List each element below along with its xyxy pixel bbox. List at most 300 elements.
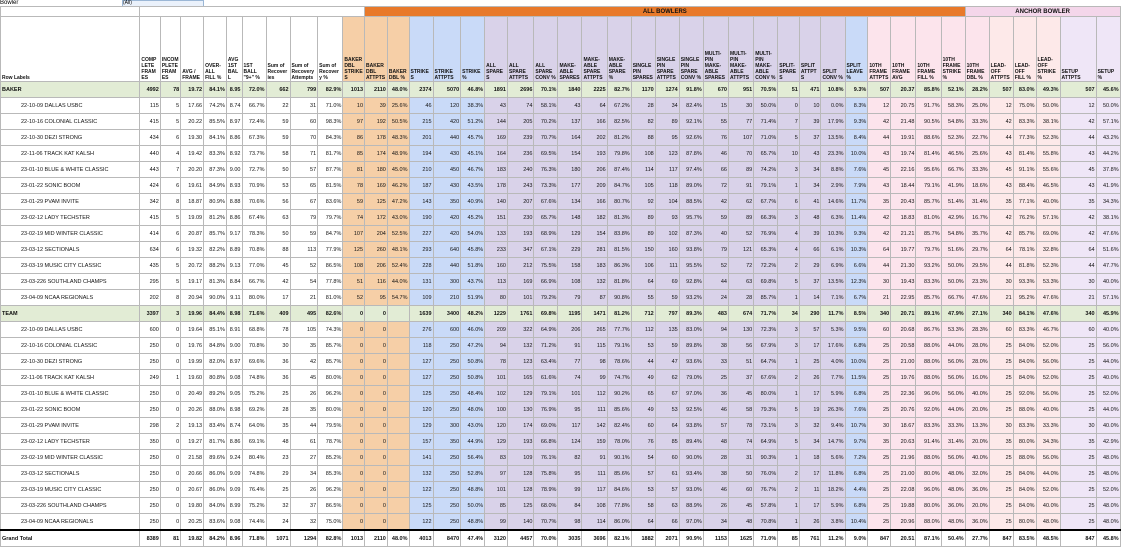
table-cell: 674 <box>728 306 753 322</box>
table-cell: 77.8% <box>318 274 343 290</box>
table-cell: 159 <box>582 434 607 450</box>
table-cell: 36.0% <box>965 482 989 498</box>
table-cell: 41.9% <box>941 178 965 194</box>
table-cell: 71.0% <box>754 530 778 547</box>
table-cell: 76.9% <box>534 402 558 418</box>
table-cell: 7.2% <box>845 450 868 466</box>
table-cell: 212 <box>507 258 533 274</box>
table-cell: 28.3% <box>965 322 989 338</box>
row-label[interactable]: 23-04-09 NCAA REGIONALS <box>1 514 140 531</box>
table-cell: 21 <box>1060 290 1096 306</box>
table-cell: 28 <box>703 450 728 466</box>
table-cell: 57 <box>703 418 728 434</box>
pivot-table <box>0 6 1121 547</box>
table-cell: 177 <box>558 178 582 194</box>
table-cell: 56.0% <box>1096 338 1120 354</box>
table-cell: 85.7% <box>318 338 343 354</box>
table-cell: 63 <box>655 498 679 514</box>
table-cell: 43 <box>989 146 1013 162</box>
table-row <box>1 514 1121 531</box>
table-cell: 52.5% <box>387 226 409 242</box>
table-cell <box>387 434 409 450</box>
column-header: 10TH FRAME ATTPTS <box>868 17 891 82</box>
table-cell: 21.48 <box>891 114 916 130</box>
table-cell: 0 <box>343 514 365 531</box>
column-header: SINGLE PIN SPARE ATTPTS <box>655 17 679 82</box>
table-cell: 7 <box>778 114 800 130</box>
row-label[interactable]: 23-03-19 MUSIC CITY CLASSIC <box>1 258 140 274</box>
table-cell: 88 <box>266 242 290 258</box>
table-cell: 1229 <box>485 306 508 322</box>
table-cell: 14.6% <box>821 194 845 210</box>
table-cell: 102 <box>655 226 679 242</box>
table-row <box>1 114 1121 130</box>
table-cell: 135 <box>655 322 679 338</box>
table-cell: 8 <box>160 290 180 306</box>
column-header: SPLIT LEAVE % <box>845 17 868 82</box>
table-cell: 99 <box>485 514 508 531</box>
row-label[interactable]: 23-02-19 MID WINTER CLASSIC <box>1 450 140 466</box>
table-cell: 82.1% <box>607 530 631 547</box>
table-cell: 25 <box>266 386 290 402</box>
column-header: Sum of Recovery % <box>318 17 343 82</box>
table-cell: 48.0% <box>387 82 409 98</box>
table-cell: 64 <box>989 242 1013 258</box>
column-header: COMPLETE FRAMES <box>140 17 160 82</box>
table-cell: 74.8% <box>242 466 266 482</box>
table-cell: 19.60 <box>181 370 204 386</box>
table-cell: 48.0% <box>461 402 485 418</box>
table-cell: 4 <box>778 242 800 258</box>
column-header: SPLIT-SPARES <box>778 17 800 82</box>
table-cell: 56.0% <box>1036 450 1060 466</box>
row-label[interactable]: 23-03-226 SOUTHLAND CHAMPS <box>1 498 140 514</box>
table-cell: 89.6% <box>204 450 227 466</box>
table-cell: 77.1% <box>1013 194 1036 210</box>
table-cell: 30 <box>868 418 891 434</box>
table-cell: 77 <box>728 114 753 130</box>
table-cell: 102 <box>485 386 508 402</box>
table-cell: 4 <box>160 146 180 162</box>
table-cell: 20.25 <box>181 514 204 531</box>
table-cell: 9.3% <box>845 114 868 130</box>
table-cell: 8.88 <box>226 194 242 210</box>
table-cell: 180 <box>558 162 582 178</box>
group-row <box>1 82 1121 98</box>
table-cell: 83.5% <box>1013 530 1036 547</box>
filter-value[interactable]: (All) <box>122 0 204 8</box>
table-cell: 0 <box>365 514 388 531</box>
table-row <box>1 242 1121 258</box>
table-cell: 0 <box>343 306 365 322</box>
table-cell: 250 <box>433 338 461 354</box>
table-cell: 78 <box>160 82 180 98</box>
table-cell: 8.74 <box>226 98 242 114</box>
table-cell: 2 <box>778 482 800 498</box>
table-cell: 95.7% <box>679 210 703 226</box>
table-cell: 250 <box>140 386 160 402</box>
table-cell: 79 <box>703 242 728 258</box>
table-cell: 39 <box>799 226 821 242</box>
table-cell: 43.0% <box>387 210 409 226</box>
row-label[interactable]: 22-10-16 COLONIAL CLASSIC <box>1 338 140 354</box>
table-cell: 250 <box>140 514 160 531</box>
table-cell: 11.7% <box>845 194 868 210</box>
table-cell: 63 <box>728 274 753 290</box>
table-cell: 90.1% <box>607 450 631 466</box>
table-row <box>1 450 1121 466</box>
table-cell: 79 <box>558 290 582 306</box>
row-label[interactable]: 23-03-12 SECTIONALS <box>1 242 140 258</box>
table-cell: 80.0% <box>916 466 941 482</box>
table-cell: 53.3% <box>1036 274 1060 290</box>
table-cell: 83.3% <box>1013 114 1036 130</box>
table-cell: 34 <box>799 162 821 178</box>
table-cell: 71.0% <box>754 130 778 146</box>
table-cell: 2 <box>778 258 800 274</box>
table-cell: 30 <box>1060 274 1096 290</box>
table-cell: 23.3% <box>821 146 845 162</box>
table-cell: 19.27 <box>181 434 204 450</box>
table-cell: 8389 <box>140 530 160 547</box>
table-cell: 83.3% <box>1013 418 1036 434</box>
table-cell: 27.1% <box>965 306 989 322</box>
table-cell: 85 <box>778 530 800 547</box>
table-cell: 30 <box>989 274 1013 290</box>
table-cell: 81.7% <box>204 434 227 450</box>
table-row <box>1 466 1121 482</box>
table-cell: 76.1% <box>534 450 558 466</box>
table-cell: 50.8% <box>461 370 485 386</box>
table-cell: 35 <box>266 418 290 434</box>
table-cell: 95.2% <box>1013 290 1036 306</box>
table-cell: 91.1% <box>1013 162 1036 178</box>
filter-label: Bowler <box>0 0 19 6</box>
table-cell: 74 <box>558 370 582 386</box>
table-cell: 89.2% <box>204 386 227 402</box>
table-cell: 83.3% <box>916 418 941 434</box>
row-label[interactable]: 23-03-12 SECTIONALS <box>1 466 140 482</box>
table-cell: 8.8% <box>821 162 845 178</box>
table-cell: 58.1% <box>534 98 558 114</box>
table-cell: 7.6% <box>845 162 868 178</box>
table-cell: 116 <box>365 274 388 290</box>
table-cell: 5 <box>160 114 180 130</box>
table-cell: 76.2% <box>1013 210 1036 226</box>
row-labels-header[interactable]: Row Labels <box>1 17 140 82</box>
row-label[interactable]: 22-10-30 DEZI STRONG <box>1 354 140 370</box>
table-cell: 43 <box>868 146 891 162</box>
table-cell: 15 <box>703 98 728 114</box>
row-label[interactable]: 23-02-19 MID WINTER CLASSIC <box>1 226 140 242</box>
table-cell: 93.8% <box>679 242 703 258</box>
table-cell: 70.0% <box>534 530 558 547</box>
table-cell: 20.58 <box>891 338 916 354</box>
table-cell: 32 <box>799 418 821 434</box>
table-cell: 90.5% <box>916 114 941 130</box>
table-cell: 90.0% <box>204 290 227 306</box>
table-cell: 95 <box>365 290 388 306</box>
table-row <box>1 194 1121 210</box>
table-cell: 9.4% <box>821 418 845 434</box>
table-cell: 48 <box>703 434 728 450</box>
table-cell: 144 <box>485 114 508 130</box>
table-cell: 67.9% <box>754 338 778 354</box>
row-label[interactable]: 23-02-12 LADY TECHSTER <box>1 210 140 226</box>
row-label[interactable]: 22-10-09 DALLAS USBC <box>1 98 140 114</box>
table-cell: 124 <box>558 434 582 450</box>
row-label[interactable]: 23-03-226 SOUTHLAND CHAMPS <box>1 274 140 290</box>
table-cell: 0 <box>343 354 365 370</box>
table-cell: 92.0% <box>916 402 941 418</box>
table-cell: 108 <box>582 498 607 514</box>
table-row <box>1 354 1121 370</box>
table-cell: 45 <box>728 498 753 514</box>
table-cell: 86.5% <box>318 498 343 514</box>
row-label[interactable]: TEAM <box>1 306 140 322</box>
table-cell: 91 <box>558 338 582 354</box>
table-cell: 19.32 <box>181 242 204 258</box>
table-cell: 50.0% <box>461 498 485 514</box>
table-cell: 25 <box>868 370 891 386</box>
table-cell: 209 <box>485 322 508 338</box>
table-cell: 29.7% <box>965 242 989 258</box>
table-cell: 132 <box>582 274 607 290</box>
table-cell: 71.6% <box>242 306 266 322</box>
table-cell: 94 <box>703 322 728 338</box>
table-cell: 71.4% <box>754 114 778 130</box>
table-cell: 82.8% <box>318 530 343 547</box>
table-cell: 8470 <box>433 530 461 547</box>
table-cell: 32.0% <box>965 466 989 482</box>
table-cell: 420 <box>433 114 461 130</box>
table-cell: 25 <box>989 466 1013 482</box>
table-cell: 46.5% <box>1036 178 1060 194</box>
table-cell: 111 <box>582 402 607 418</box>
table-cell: 35 <box>868 434 891 450</box>
group-row <box>1 306 1121 322</box>
column-header: BAKER DBL % <box>387 17 409 82</box>
table-cell: 22.08 <box>891 482 916 498</box>
table-cell: 92.1% <box>679 114 703 130</box>
table-cell: 29.5% <box>965 258 989 274</box>
row-label[interactable]: 22-10-09 DALLAS USBC <box>1 322 140 338</box>
table-cell: 82.9% <box>318 82 343 98</box>
table-cell: 86.0% <box>204 482 227 498</box>
table-cell: 150 <box>631 242 655 258</box>
table-cell: 8.98 <box>226 306 242 322</box>
table-cell: 249 <box>140 370 160 386</box>
table-cell: 250 <box>433 354 461 370</box>
table-cell: 25 <box>989 402 1013 418</box>
table-cell: 80.0% <box>1013 514 1036 531</box>
table-cell: 62 <box>728 194 753 210</box>
table-cell: 22.36 <box>891 386 916 402</box>
table-cell: 79.1% <box>916 178 941 194</box>
table-cell: 19.42 <box>181 146 204 162</box>
table-cell: 342 <box>140 194 160 210</box>
row-label[interactable]: 23-01-29 PVAM INVITE <box>1 418 140 434</box>
table-cell: 82 <box>631 114 655 130</box>
table-cell: 20.43 <box>891 194 916 210</box>
table-cell: 507 <box>1060 82 1096 98</box>
row-label[interactable]: 23-01-22 SONIC BOOM <box>1 402 140 418</box>
table-cell: 41.9% <box>1096 178 1120 194</box>
row-label[interactable]: 23-02-12 LADY TECHSTER <box>1 434 140 450</box>
table-cell: 52.0% <box>1036 482 1060 498</box>
table-cell: 47.6% <box>1036 306 1060 322</box>
table-cell: 206 <box>558 322 582 338</box>
table-cell: 85.7% <box>916 290 941 306</box>
table-cell: 40.0% <box>965 386 989 402</box>
table-cell: 97 <box>485 466 508 482</box>
table-cell: 25 <box>1060 466 1096 482</box>
table-cell: 9.00 <box>226 338 242 354</box>
table-cell: 47.9% <box>941 306 965 322</box>
table-cell: 9.24 <box>226 450 242 466</box>
table-cell: 52.0% <box>1036 370 1060 386</box>
table-cell: 0 <box>160 434 180 450</box>
table-cell: 59 <box>290 226 318 242</box>
row-label[interactable]: Grand Total <box>1 530 140 547</box>
table-cell: 58 <box>631 498 655 514</box>
table-cell: 43.7% <box>461 274 485 290</box>
table-cell: 1471 <box>582 306 607 322</box>
table-cell: 53 <box>631 482 655 498</box>
table-cell: 250 <box>433 370 461 386</box>
table-cell: 64.9% <box>534 322 558 338</box>
table-cell: 174 <box>507 418 533 434</box>
table-cell: 52.8% <box>461 466 485 482</box>
table-cell: 34 <box>290 466 318 482</box>
row-label[interactable]: BAKER <box>1 82 140 98</box>
table-cell: 3 <box>778 322 800 338</box>
table-cell: 3 <box>778 162 800 178</box>
table-cell: 101 <box>507 290 533 306</box>
table-cell: 350 <box>140 434 160 450</box>
row-label[interactable]: 23-01-10 BLUE & WHITE CLASSIC <box>1 162 140 178</box>
table-cell: 137 <box>558 114 582 130</box>
row-label[interactable]: 22-10-16 COLONIAL CLASSIC <box>1 114 140 130</box>
table-cell: 73.1% <box>754 418 778 434</box>
table-cell: 101 <box>485 370 508 386</box>
table-cell: 74.7% <box>607 370 631 386</box>
table-cell: 72 <box>728 258 753 274</box>
table-cell <box>387 514 409 531</box>
table-cell: 164 <box>558 130 582 146</box>
table-cell: 194 <box>409 146 433 162</box>
table-cell: 44.0% <box>941 338 965 354</box>
table-cell: 130 <box>507 402 533 418</box>
table-cell: 82.0% <box>204 354 227 370</box>
table-cell: 64 <box>631 274 655 290</box>
table-cell: 44 <box>868 258 891 274</box>
table-cell: 169 <box>507 274 533 290</box>
row-label[interactable]: 23-04-09 NCAA REGIONALS <box>1 290 140 306</box>
group-header <box>1 7 140 17</box>
table-cell: 83.3% <box>1013 322 1036 338</box>
table-cell: 23.3% <box>965 274 989 290</box>
table-cell: 64 <box>1060 242 1096 258</box>
table-cell: 83.8% <box>607 226 631 242</box>
table-cell: 122 <box>409 482 433 498</box>
table-cell: 71 <box>290 146 318 162</box>
table-cell: 154 <box>582 226 607 242</box>
table-cell: 47.2% <box>461 338 485 354</box>
table-cell: 40.0% <box>1096 322 1120 338</box>
table-cell: 78.7% <box>318 434 343 450</box>
table-cell: 6 <box>160 242 180 258</box>
table-cell: 5 <box>160 258 180 274</box>
table-cell: 45.8% <box>1096 530 1120 547</box>
table-cell: 82.2% <box>204 242 227 258</box>
row-label[interactable]: 23-01-29 PVAM INVITE <box>1 194 140 210</box>
table-cell: 30 <box>728 98 753 114</box>
table-cell: 64 <box>631 514 655 531</box>
row-label[interactable]: 23-01-22 SONIC BOOM <box>1 178 140 194</box>
table-cell: 36 <box>266 370 290 386</box>
table-cell <box>387 402 409 418</box>
row-label[interactable]: 23-03-19 MUSIC CITY CLASSIC <box>1 482 140 498</box>
table-cell: 34 <box>703 514 728 531</box>
table-cell: 35 <box>1060 194 1096 210</box>
table-cell: 86.0% <box>204 466 227 482</box>
table-cell: 61 <box>290 434 318 450</box>
table-cell: 48.0% <box>1096 514 1120 531</box>
table-cell: 19.13 <box>181 418 204 434</box>
table-cell: 45 <box>868 162 891 178</box>
table-cell: 105 <box>290 322 318 338</box>
table-cell: 75.0% <box>318 514 343 531</box>
table-cell: 0 <box>365 370 388 386</box>
table-cell: 93.4% <box>679 466 703 482</box>
table-cell: 21.00 <box>891 466 916 482</box>
table-cell: 415 <box>140 210 160 226</box>
table-cell: 96.0% <box>916 482 941 498</box>
table-cell: 141 <box>409 450 433 466</box>
table-cell: 114 <box>582 514 607 531</box>
table-cell: 1 <box>778 386 800 402</box>
table-cell: 49.3% <box>1036 82 1060 98</box>
table-cell: 1013 <box>343 82 365 98</box>
table-cell: 59 <box>266 114 290 130</box>
table-cell: 2.9% <box>821 178 845 194</box>
row-label[interactable]: 22-10-30 DEZI STRONG <box>1 130 140 146</box>
table-cell: 79.1% <box>534 386 558 402</box>
table-cell: 40 <box>703 226 728 242</box>
table-cell: 44.0% <box>1036 466 1060 482</box>
table-cell: 108 <box>631 146 655 162</box>
row-label[interactable]: 22-11-06 TRACK KAT KALSH <box>1 146 140 162</box>
table-cell: 9.05 <box>226 386 242 402</box>
table-cell: 115 <box>140 98 160 114</box>
table-cell: 93.6% <box>679 354 703 370</box>
table-cell: 19.91 <box>891 130 916 146</box>
row-label[interactable]: 23-01-10 BLUE & WHITE CLASSIC <box>1 386 140 402</box>
table-cell: 117 <box>655 162 679 178</box>
table-cell: 0 <box>343 402 365 418</box>
table-cell: 25 <box>868 482 891 498</box>
column-header: OVER-ALL FILL % <box>204 17 227 82</box>
table-row <box>1 210 1121 226</box>
table-cell: 88.0% <box>916 450 941 466</box>
table-cell: 99 <box>582 370 607 386</box>
table-cell <box>387 306 409 322</box>
table-cell: 85.7% <box>204 226 227 242</box>
table-cell: 0 <box>365 450 388 466</box>
table-cell: 19.82 <box>181 530 204 547</box>
row-label[interactable]: 22-11-06 TRACK KAT KALSH <box>1 370 140 386</box>
